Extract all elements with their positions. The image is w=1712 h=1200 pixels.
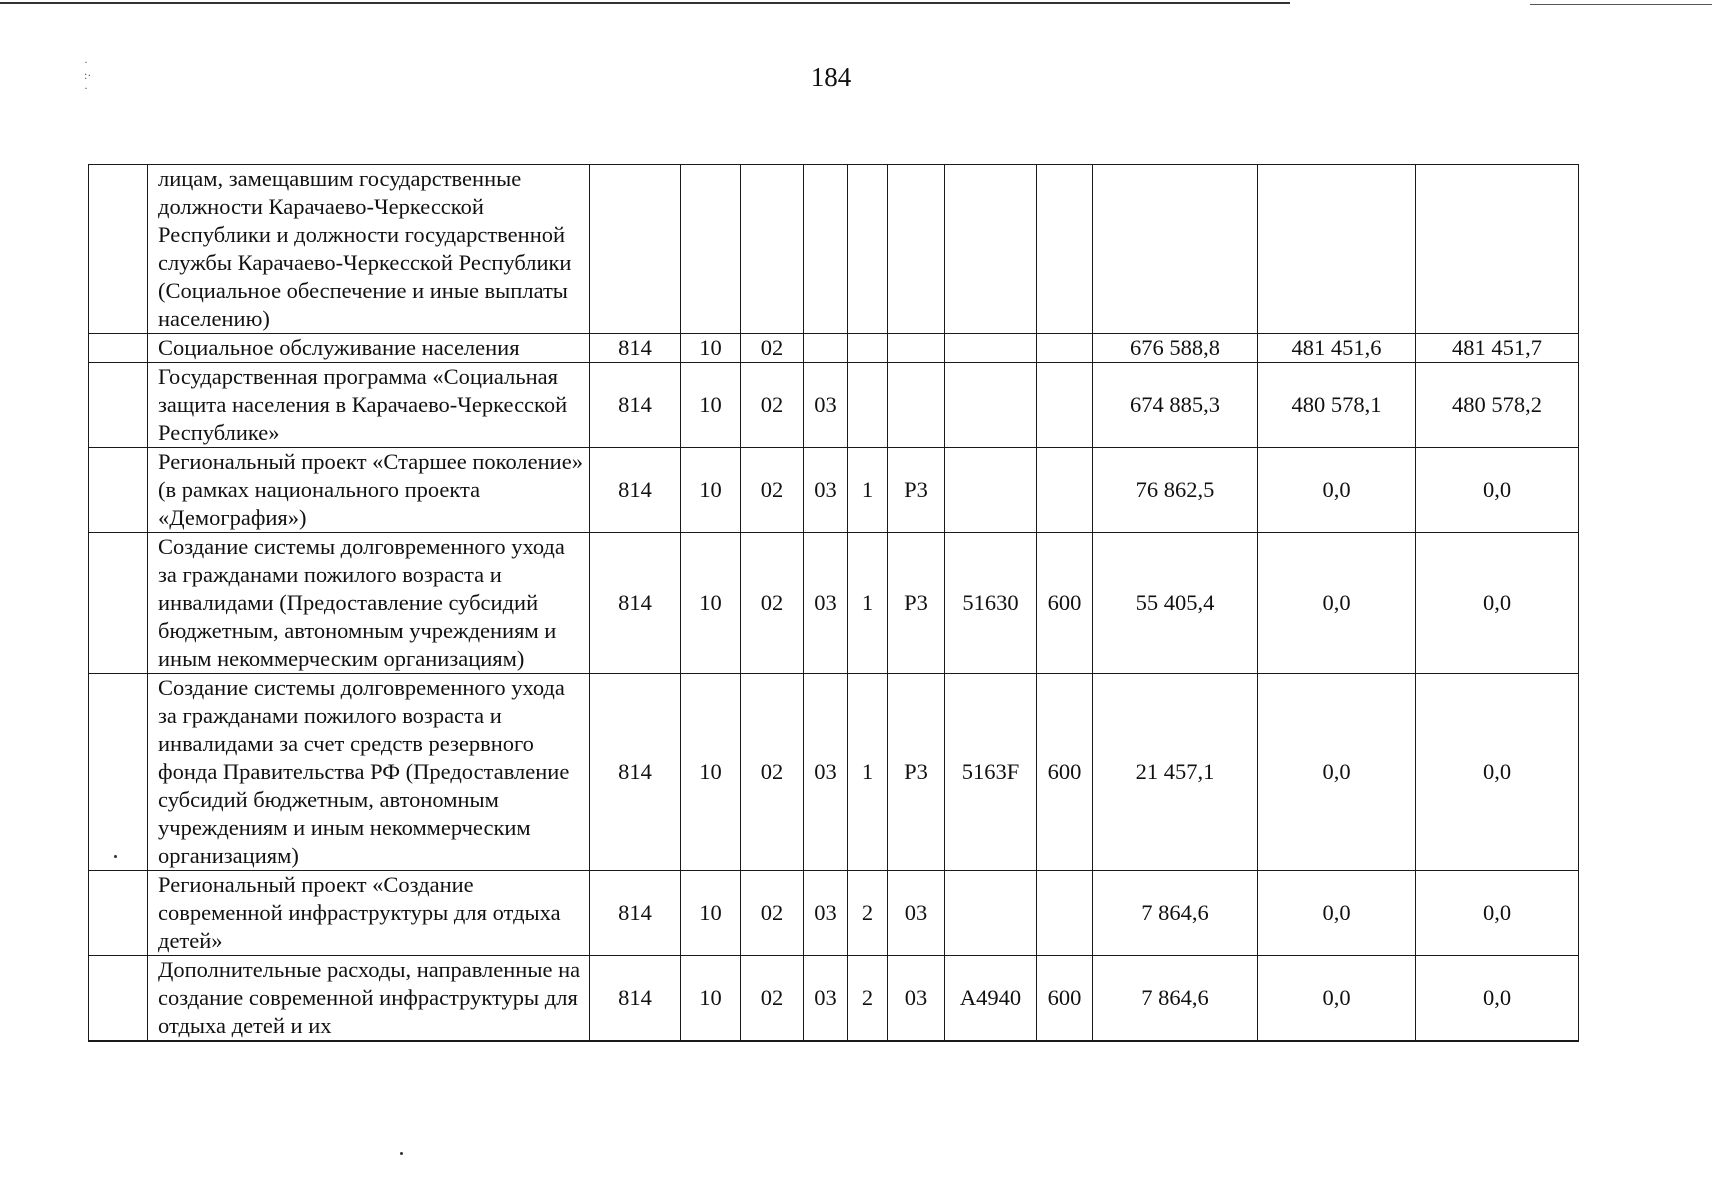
cell-proj: P3 — [888, 674, 945, 871]
cell-name: Региональный проект «Создание современной инфраструктуры для отдыха детей» — [148, 871, 590, 956]
scan-speck — [114, 855, 117, 858]
cell-sum2: 0,0 — [1258, 533, 1416, 674]
cell-num — [89, 165, 148, 334]
cell-num — [89, 956, 148, 1042]
cell-ved: 814 — [590, 674, 681, 871]
cell-sum3: 481 451,7 — [1416, 334, 1579, 363]
cell-vr: 600 — [1037, 533, 1093, 674]
cell-vr: 600 — [1037, 674, 1093, 871]
cell-direction — [945, 334, 1037, 363]
cell-direction: 5163F — [945, 674, 1037, 871]
cell-direction: 51630 — [945, 533, 1037, 674]
cell-sum3: 0,0 — [1416, 956, 1579, 1042]
cell-pr: 02 — [741, 448, 804, 533]
cell-ved: 814 — [590, 871, 681, 956]
cell-pr: 02 — [741, 533, 804, 674]
cell-name: Создание системы долговременного ухода за гражданами пожилого возраста и инвалидами (Предоставление субсидий бюджетным, автономным учреждениям и иным некоммерческим организациям) — [148, 533, 590, 674]
table-row — [89, 956, 1579, 1042]
cell-prog: 03 — [804, 533, 848, 674]
cell-direction — [945, 363, 1037, 448]
cell-prog — [804, 334, 848, 363]
cell-vr: 600 — [1037, 956, 1093, 1042]
cell-vr — [1037, 334, 1093, 363]
cell-rz: 10 — [681, 674, 741, 871]
cell-sum2: 481 451,6 — [1258, 334, 1416, 363]
cell-ved: 814 — [590, 363, 681, 448]
cell-sub: 1 — [848, 674, 888, 871]
cell-name: Создание системы долговременного ухода за гражданами пожилого возраста и инвалидами за счет средств резервного фонда Правительства РФ (Предоставление субсидий бюджетным, автономным учреждениям и иным некоммерческим организациям) — [148, 674, 590, 871]
table-row — [89, 448, 1579, 533]
cell-sum1 — [1093, 165, 1258, 334]
cell-direction — [945, 871, 1037, 956]
table-row — [89, 165, 1579, 334]
cell-rz: 10 — [681, 448, 741, 533]
table-row — [89, 533, 1579, 674]
cell-sum3: 0,0 — [1416, 533, 1579, 674]
cell-pr: 02 — [741, 674, 804, 871]
cell-pr: 02 — [741, 334, 804, 363]
cell-sub — [848, 165, 888, 334]
cell-sum2: 0,0 — [1258, 448, 1416, 533]
cell-sum2: 0,0 — [1258, 674, 1416, 871]
table-row — [89, 871, 1579, 956]
cell-sum1: 55 405,4 — [1093, 533, 1258, 674]
cell-proj — [888, 363, 945, 448]
cell-direction: A4940 — [945, 956, 1037, 1042]
cell-sum2: 0,0 — [1258, 871, 1416, 956]
cell-rz: 10 — [681, 334, 741, 363]
cell-pr — [741, 165, 804, 334]
cell-sub — [848, 363, 888, 448]
cell-direction — [945, 165, 1037, 334]
cell-prog: 03 — [804, 363, 848, 448]
cell-proj: 03 — [888, 956, 945, 1042]
cell-ved: 814 — [590, 533, 681, 674]
cell-ved: 814 — [590, 448, 681, 533]
cell-sum2: 480 578,1 — [1258, 363, 1416, 448]
cell-rz: 10 — [681, 363, 741, 448]
cell-sum3: 0,0 — [1416, 674, 1579, 871]
cell-sub: 2 — [848, 956, 888, 1042]
table-body — [89, 165, 1579, 1042]
cell-vr — [1037, 871, 1093, 956]
cell-sum1: 76 862,5 — [1093, 448, 1258, 533]
cell-prog: 03 — [804, 674, 848, 871]
table-row — [89, 363, 1579, 448]
table-row — [89, 674, 1579, 871]
cell-ved — [590, 165, 681, 334]
cell-num — [89, 334, 148, 363]
cell-sub — [848, 334, 888, 363]
cell-proj: P3 — [888, 448, 945, 533]
scan-speck — [400, 1152, 403, 1155]
table-row — [89, 334, 1579, 363]
cell-rz: 10 — [681, 871, 741, 956]
scan-top-rule — [1530, 4, 1712, 5]
cell-name: Региональный проект «Старшее поколение» (в рамках национального проекта «Демография») — [148, 448, 590, 533]
cell-name: Государственная программа «Социальная защита населения в Карачаево-Черкесской Республике» — [148, 363, 590, 448]
cell-rz: 10 — [681, 533, 741, 674]
cell-sub: 1 — [848, 448, 888, 533]
cell-sub: 2 — [848, 871, 888, 956]
cell-sum3: 0,0 — [1416, 871, 1579, 956]
cell-name: Социальное обслуживание населения — [148, 334, 590, 363]
cell-ved: 814 — [590, 334, 681, 363]
cell-proj: P3 — [888, 533, 945, 674]
cell-num — [89, 674, 148, 871]
scan-top-rule — [0, 2, 1290, 4]
cell-sum3: 480 578,2 — [1416, 363, 1579, 448]
cell-sum1: 674 885,3 — [1093, 363, 1258, 448]
cell-prog: 03 — [804, 956, 848, 1042]
cell-name: Дополнительные расходы, направленные на создание современной инфраструктуры для отдыха детей и их — [148, 956, 590, 1042]
cell-proj: 03 — [888, 871, 945, 956]
cell-prog — [804, 165, 848, 334]
cell-num — [89, 533, 148, 674]
cell-sum2 — [1258, 165, 1416, 334]
cell-sum3 — [1416, 165, 1579, 334]
cell-rz: 10 — [681, 956, 741, 1042]
cell-pr: 02 — [741, 956, 804, 1042]
cell-sub: 1 — [848, 533, 888, 674]
cell-vr — [1037, 363, 1093, 448]
cell-direction — [945, 448, 1037, 533]
cell-name: лицам, замещавшим государственные должности Карачаево-Черкесской Республики и должности государственной службы Карачаево-Черкесской Республики (Социальное обеспечение и иные выплаты населению) — [148, 165, 590, 334]
cell-num — [89, 871, 148, 956]
budget-table — [88, 164, 1579, 1042]
cell-proj — [888, 334, 945, 363]
cell-num — [89, 363, 148, 448]
cell-pr: 02 — [741, 363, 804, 448]
scan-margin-mark: · :· · — [84, 55, 92, 95]
cell-sum1: 676 588,8 — [1093, 334, 1258, 363]
cell-vr — [1037, 448, 1093, 533]
cell-proj — [888, 165, 945, 334]
page-number: 184 — [810, 62, 852, 92]
cell-prog: 03 — [804, 448, 848, 533]
cell-sum1: 21 457,1 — [1093, 674, 1258, 871]
cell-sum1: 7 864,6 — [1093, 871, 1258, 956]
cell-ved: 814 — [590, 956, 681, 1042]
cell-vr — [1037, 165, 1093, 334]
cell-sum3: 0,0 — [1416, 448, 1579, 533]
cell-sum1: 7 864,6 — [1093, 956, 1258, 1042]
cell-pr: 02 — [741, 871, 804, 956]
cell-sum2: 0,0 — [1258, 956, 1416, 1042]
cell-prog: 03 — [804, 871, 848, 956]
cell-num — [89, 448, 148, 533]
cell-rz — [681, 165, 741, 334]
